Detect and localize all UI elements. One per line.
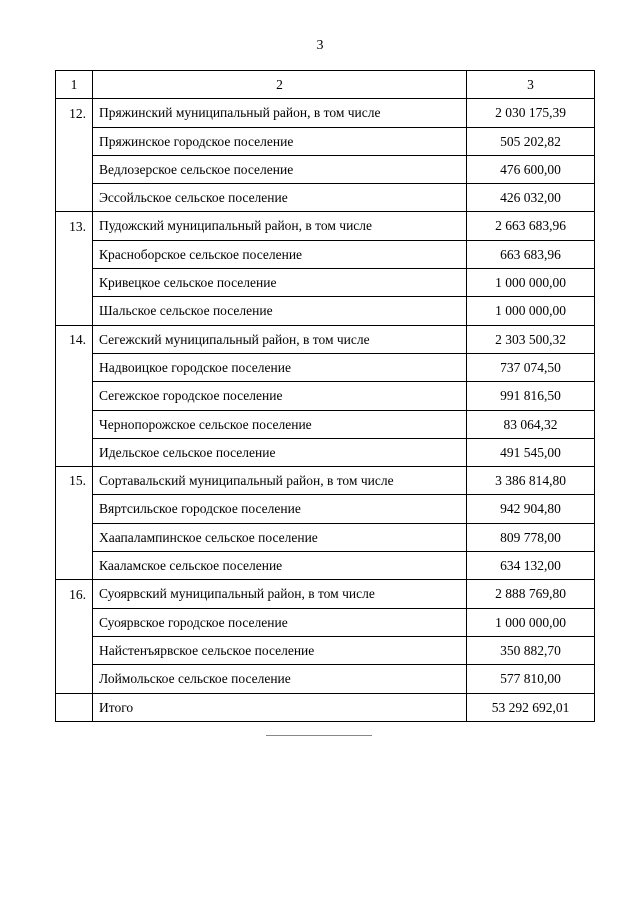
table-row-settlement	[56, 269, 595, 297]
row-name-cell: Суоярвское городское поселение	[93, 608, 467, 636]
row-value-cell: 809 778,00	[467, 523, 595, 551]
row-number-cell: 15.	[56, 467, 93, 495]
row-number-cell: 16.	[56, 580, 93, 608]
row-name-cell: Идельское сельское поселение	[93, 438, 467, 466]
signature-line	[266, 735, 372, 736]
row-number-cell: 12.	[56, 99, 93, 127]
row-number-cell	[56, 410, 93, 438]
row-value-cell: 2 303 500,32	[467, 325, 595, 353]
table-row-settlement	[56, 240, 595, 268]
row-number-cell	[56, 353, 93, 381]
table-row-settlement	[56, 438, 595, 466]
table-row-settlement	[56, 523, 595, 551]
row-value-cell: 1 000 000,00	[467, 608, 595, 636]
row-number-cell	[56, 665, 93, 693]
row-number-cell	[56, 240, 93, 268]
page-number: 3	[316, 38, 324, 53]
row-value-cell: 2 030 175,39	[467, 99, 595, 127]
table-row-district	[56, 99, 595, 127]
row-name-cell: Шальское сельское поселение	[93, 297, 467, 325]
row-number-cell	[56, 297, 93, 325]
total-value-cell: 53 292 692,01	[467, 693, 595, 721]
row-value-cell: 505 202,82	[467, 127, 595, 155]
row-value-cell: 991 816,50	[467, 382, 595, 410]
row-name-cell: Сегежское городское поселение	[93, 382, 467, 410]
table-row-settlement	[56, 636, 595, 664]
row-name-cell: Чернопорожское сельское поселение	[93, 410, 467, 438]
row-name-cell: Кааламское сельское поселение	[93, 552, 467, 580]
row-name-cell: Сегежский муниципальный район, в том числе	[93, 325, 467, 353]
row-value-cell: 476 600,00	[467, 155, 595, 183]
row-name-cell: Лоймольское сельское поселение	[93, 665, 467, 693]
table-row-settlement	[56, 353, 595, 381]
row-number-cell: 14.	[56, 325, 93, 353]
row-value-cell: 491 545,00	[467, 438, 595, 466]
table-body	[56, 71, 595, 722]
table-row-settlement	[56, 382, 595, 410]
row-value-cell: 942 904,80	[467, 495, 595, 523]
row-value-cell: 426 032,00	[467, 184, 595, 212]
row-number-cell	[56, 608, 93, 636]
table-row-settlement	[56, 608, 595, 636]
table-row-district	[56, 212, 595, 240]
row-name-cell: Вяртсильское городское поселение	[93, 495, 467, 523]
row-name-cell: Пряжинский муниципальный район, в том числе	[93, 99, 467, 127]
budget-table	[55, 70, 595, 722]
header-cell-2: 2	[93, 71, 467, 99]
row-name-cell: Пудожский муниципальный район, в том числе	[93, 212, 467, 240]
row-value-cell: 83 064,32	[467, 410, 595, 438]
row-value-cell: 2 663 683,96	[467, 212, 595, 240]
total-number-cell	[56, 693, 93, 721]
row-value-cell: 2 888 769,80	[467, 580, 595, 608]
table-row-district	[56, 580, 595, 608]
table-row-district	[56, 467, 595, 495]
row-value-cell: 577 810,00	[467, 665, 595, 693]
row-value-cell: 3 386 814,80	[467, 467, 595, 495]
row-name-cell: Сортавальский муниципальный район, в том числе	[93, 467, 467, 495]
table-header-row	[56, 71, 595, 99]
row-value-cell: 350 882,70	[467, 636, 595, 664]
row-name-cell: Надвоицкое городское поселение	[93, 353, 467, 381]
row-number-cell	[56, 438, 93, 466]
row-name-cell: Суоярвский муниципальный район, в том числе	[93, 580, 467, 608]
row-number-cell	[56, 382, 93, 410]
table-row-settlement	[56, 155, 595, 183]
row-value-cell: 663 683,96	[467, 240, 595, 268]
row-name-cell: Хаапалампинское сельское поселение	[93, 523, 467, 551]
row-number-cell	[56, 495, 93, 523]
row-number-cell	[56, 155, 93, 183]
row-value-cell: 1 000 000,00	[467, 297, 595, 325]
row-number-cell	[56, 269, 93, 297]
row-number-cell	[56, 184, 93, 212]
row-name-cell: Найстенъярвское сельское поселение	[93, 636, 467, 664]
row-name-cell: Пряжинское городское поселение	[93, 127, 467, 155]
table-row-settlement	[56, 665, 595, 693]
table-row-settlement	[56, 495, 595, 523]
row-number-cell	[56, 523, 93, 551]
header-cell-3: 3	[467, 71, 595, 99]
row-value-cell: 634 132,00	[467, 552, 595, 580]
table-row-settlement	[56, 184, 595, 212]
row-name-cell: Красноборское сельское поселение	[93, 240, 467, 268]
row-value-cell: 1 000 000,00	[467, 269, 595, 297]
row-number-cell	[56, 636, 93, 664]
header-cell-1: 1	[56, 71, 93, 99]
row-number-cell	[56, 127, 93, 155]
total-label-cell: Итого	[93, 693, 467, 721]
row-number-cell	[56, 552, 93, 580]
table-row-settlement	[56, 410, 595, 438]
row-number-cell: 13.	[56, 212, 93, 240]
table-row-total	[56, 693, 595, 721]
row-value-cell: 737 074,50	[467, 353, 595, 381]
row-name-cell: Эссойльское сельское поселение	[93, 184, 467, 212]
table-row-district	[56, 325, 595, 353]
row-name-cell: Кривецкое сельское поселение	[93, 269, 467, 297]
row-name-cell: Ведлозерское сельское поселение	[93, 155, 467, 183]
table-row-settlement	[56, 552, 595, 580]
table-row-settlement	[56, 127, 595, 155]
table-row-settlement	[56, 297, 595, 325]
